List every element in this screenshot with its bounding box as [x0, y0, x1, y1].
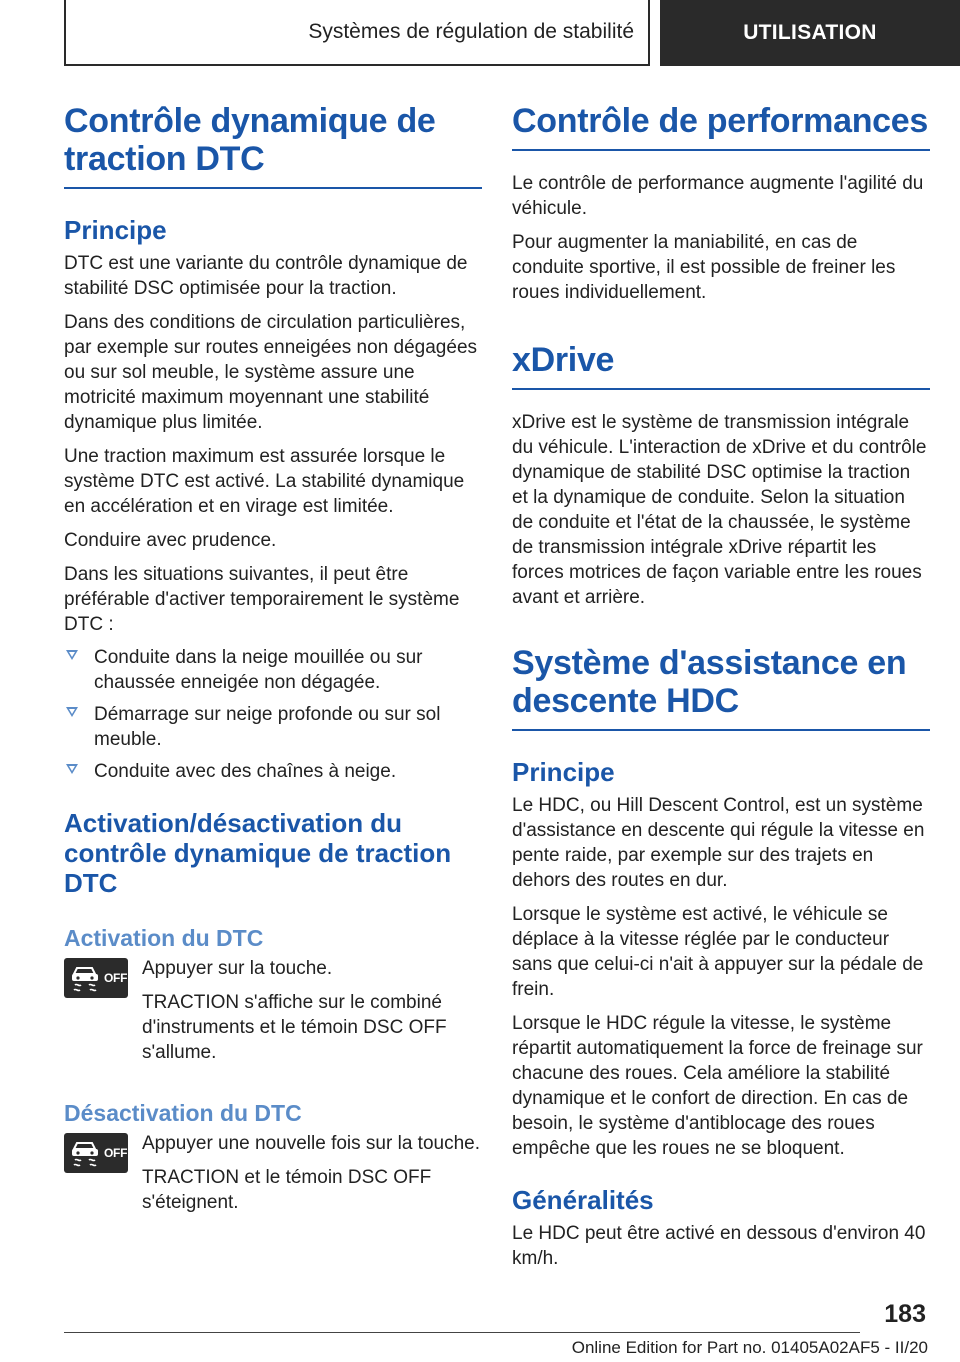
perf-title: Contrôle de performances [512, 102, 929, 140]
dtc-situations-list [64, 645, 482, 784]
hdc-generalites-heading: Généralités [512, 1185, 654, 1215]
header-section-box [64, 0, 650, 66]
hdc-title: Système d'assistance en descente HDC [512, 644, 907, 720]
xdrive-p1: xDrive est le système de transmission intégrale du véhicule. L'interaction de xDrive et du contrôle dynamique de stabilité DSC optimise la traction et la dynamique de conduite. Selon la situation de conduite et l'état de la chaussée, le système de transmission intégrale xDrive répartit les forces motrices de façon variable entre les roues avant et arrière. [512, 412, 927, 608]
hdc-generalites-p1: Le HDC peut être activé en dessous d'environ 40 km/h. [512, 1223, 926, 1269]
dtc-principe-p2: Dans des conditions de circulation particulières, par exemple sur routes enneigées non dégagées ou sur sol meuble, le système assure une motricité maximum moyennant une stabilité dynamique plus limitée. [64, 312, 478, 433]
dtc-activation-on-block [64, 956, 482, 1065]
left-column [64, 102, 482, 1215]
dsc-off-label: OFF [104, 971, 128, 985]
dtc-title-rule [64, 187, 482, 189]
dtc-title: Contrôle dynamique de traction DTC [64, 102, 436, 178]
perf-p2: Pour augmenter la maniabilité, en cas de conduite sportive, il est possible de freiner les roues individuellement. [512, 232, 896, 303]
dtc-deactivation-step2: TRACTION et le témoin DSC OFF s'éteignent. [142, 1167, 432, 1213]
dtc-activation-step2: TRACTION s'affiche sur le combiné d'instruments et le témoin DSC OFF s'allume. [142, 992, 447, 1063]
dtc-activation-on-heading: Activation du DTC [64, 925, 264, 951]
dsc-off-label: OFF [104, 1146, 128, 1160]
dtc-principe-p3: Une traction maximum est assurée lorsque le système DTC est activé. La stabilité dynamique en accélération et en virage est limitée. [64, 446, 465, 517]
bullet-triangle-icon [66, 707, 78, 717]
hdc-principe-p2: Lorsque le système est activé, le véhicule se déplace à la vitesse réglée par le conducteur sans que celui-ci n'ait à appuyer sur la pédale de frein. [512, 904, 924, 1000]
car-skid-icon [68, 963, 102, 993]
dtc-activation-heading: Activation/désactivation du contrôle dynamique de traction DTC [64, 808, 452, 898]
hdc-principe-p3: Lorsque le HDC régule la vitesse, le système répartit automatiquement la force de freinage sur chacune des roues. Cela améliore la stabilité dynamique et le confort de direction. En cas de besoin, le système d'antiblocage des roues empêche que les roues ne se bloquent. [512, 1013, 923, 1159]
dtc-principe-p5: Dans les situations suivantes, il peut être préférable d'activer temporairement le système DTC : [64, 564, 460, 635]
header-chapter-label: UTILISATION [743, 21, 877, 44]
header-section-title: Systèmes de régulation de stabilité [308, 20, 634, 43]
hdc-title-rule [512, 729, 930, 731]
dtc-deactivation-heading: Désactivation du DTC [64, 1100, 302, 1126]
right-column [512, 102, 930, 1271]
perf-title-rule [512, 149, 930, 151]
dtc-principe-p1: DTC est une variante du contrôle dynamique de stabilité DSC optimisée pour la traction. [64, 253, 468, 299]
xdrive-title: xDrive [512, 341, 615, 379]
xdrive-title-rule [512, 388, 930, 390]
dtc-deactivation-block [64, 1131, 482, 1215]
list-item: Démarrage sur neige profonde ou sur sol meuble. [64, 702, 482, 752]
car-skid-icon [68, 1138, 102, 1168]
dsc-off-button-icon [64, 958, 128, 998]
header-chapter-tab [660, 0, 960, 66]
perf-p1: Le contrôle de performance augmente l'agilité du véhicule. [512, 173, 924, 219]
dtc-deactivation-step1: Appuyer une nouvelle fois sur la touche. [142, 1133, 480, 1154]
dtc-activation-step1: Appuyer sur la touche. [142, 958, 333, 979]
footer-edition: Online Edition for Part no. 01405A02AF5 - II/20 [571, 1338, 928, 1357]
list-item: Conduite dans la neige mouillée ou sur chaussée enneigée non dégagée. [64, 645, 482, 695]
list-item: Conduite avec des chaînes à neige. [64, 759, 482, 784]
footer-rule [64, 1332, 860, 1333]
hdc-principe-p1: Le HDC, ou Hill Descent Control, est un système d'assistance en descente qui régule la vitesse en pente raide, par exemple sur des trajets en dehors des routes en dur. [512, 795, 925, 891]
hdc-principe-heading: Principe [512, 757, 615, 787]
dsc-off-button-icon [64, 1133, 128, 1173]
bullet-triangle-icon [66, 764, 78, 774]
dtc-principe-heading: Principe [64, 215, 167, 245]
dtc-principe-p4: Conduire avec prudence. [64, 530, 277, 551]
page-number: 183 [884, 1300, 926, 1328]
bullet-triangle-icon [66, 650, 78, 660]
